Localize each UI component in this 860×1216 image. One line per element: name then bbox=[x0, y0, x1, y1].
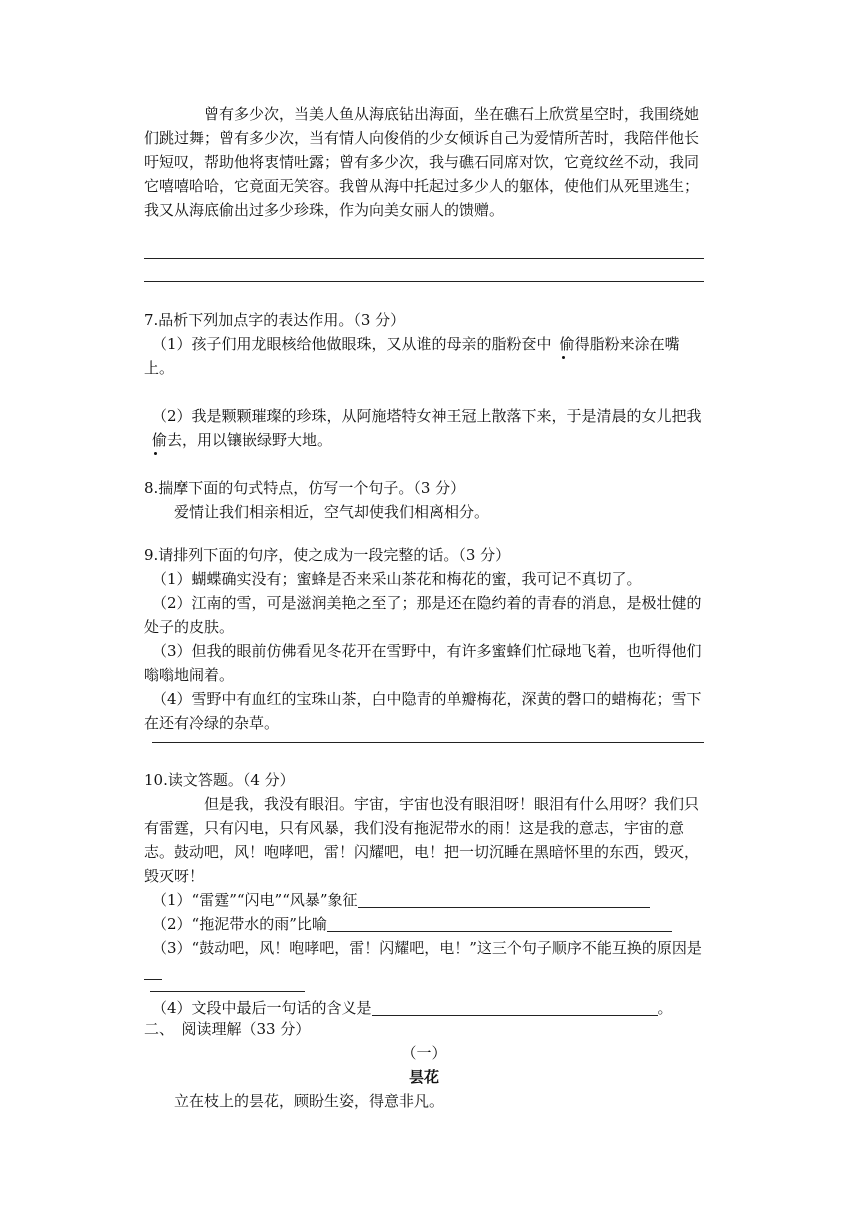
item-text: （2）我是颗颗璀璨的珍珠，从阿施塔特女神王冠上散落下来，于是清晨的女儿把我 bbox=[152, 407, 702, 425]
dotted-char: 偷 bbox=[552, 332, 575, 356]
question-7 bbox=[144, 308, 704, 452]
list-item: （4）雪野中有血红的宝珠山茶，白中隐青的单瓣梅花，深黄的磬口的蜡梅花；雪下在还有冷绿的杂草。 bbox=[144, 690, 702, 732]
article-title: 昙花 bbox=[408, 1068, 439, 1086]
answer-line bbox=[144, 281, 704, 282]
sub-text: （4）文段中最后一句话的含义是 bbox=[152, 999, 372, 1017]
question-9 bbox=[144, 543, 704, 735]
answer-line bbox=[152, 742, 704, 743]
example-sentence: 爱情让我们相亲相近，空气却使我们相离相分。 bbox=[174, 503, 490, 521]
question-item bbox=[144, 332, 704, 380]
sub-question-2 bbox=[144, 912, 704, 936]
sub-question-1 bbox=[144, 888, 704, 912]
passage-paragraph bbox=[144, 102, 704, 222]
sub-text: （2）“拖泥带水的雨”比喻 bbox=[152, 915, 327, 933]
sub-text: （3）“鼓动吧，风！咆哮吧，雷！闪耀吧，电！”这三个句子顺序不能互换的原因是 bbox=[152, 939, 702, 957]
question-10 bbox=[144, 768, 704, 984]
dotted-char: 偷 bbox=[144, 428, 167, 452]
sub-text: （1）“雷霆”“闪电”“风暴”象征 bbox=[152, 891, 358, 909]
section-2 bbox=[144, 1017, 704, 1113]
period: 。 bbox=[657, 999, 673, 1017]
item-text: （1）孩子们用龙眼核给他做眼珠，又从谁的母亲的脂粉奁中 bbox=[152, 335, 552, 353]
article-first-line: 立在枝上的昙花，顾盼生姿，得意非凡。 bbox=[174, 1092, 445, 1110]
question-title: 7.品析下列加点字的表达作用。（3 分） bbox=[144, 311, 406, 329]
answer-line bbox=[150, 991, 305, 992]
answer-blank[interactable] bbox=[327, 915, 672, 932]
question-item bbox=[144, 404, 704, 452]
list-item: （3）但我的眼前仿佛看见冬花开在雪野中，有许多蜜蜂们忙碌地飞着，也听得他们嗡嗡地闹着。 bbox=[144, 642, 702, 684]
question-title: 9.请排列下面的句序，使之成为一段完整的话。（3 分） bbox=[144, 546, 511, 564]
item-text: 得脂粉来涂在嘴上。 bbox=[144, 335, 680, 377]
sub-question-3 bbox=[144, 936, 704, 984]
list-item: （2）江南的雪，可是滋润美艳之至了；那是还在隐约着的青春的消息，是极壮健的处子的皮肤。 bbox=[144, 594, 702, 636]
list-item: （1）蝴蝶确实没有；蜜蜂是否来采山茶花和梅花的蜜，我可记不真切了。 bbox=[152, 570, 642, 588]
answer-line bbox=[144, 258, 704, 259]
answer-blank[interactable] bbox=[372, 999, 658, 1016]
question-8 bbox=[144, 476, 704, 524]
answer-blank[interactable] bbox=[144, 963, 162, 980]
question-title: 8.揣摩下面的句式特点，仿写一个句子。（3 分） bbox=[144, 479, 466, 497]
answer-blank[interactable] bbox=[358, 891, 650, 908]
item-text: 去，用以镶嵌绿野大地。 bbox=[167, 431, 333, 449]
question-title: 10.读文答题。（4 分） bbox=[144, 771, 295, 789]
q10-passage: 但是我，我没有眼泪。宇宙，宇宙也没有眼泪呀！眼泪有什么用呀？我们只有雷霆，只有闪电，只有风暴，我们没有拖泥带水的雨！这是我的意志，宇宙的意志。鼓动吧，风！咆哮吧，雷！闪耀吧，电！把一切沉睡在黑暗怀里的东西，毁灭，毁灭呀！ bbox=[144, 795, 700, 885]
section-title: 二、 阅读理解（33 分） bbox=[144, 1020, 311, 1038]
part-label: （一） bbox=[401, 1044, 447, 1062]
passage-text: 曾有多少次，当美人鱼从海底钻出海面，坐在礁石上欣赏星空时，我围绕她们跳过舞；曾有多少次，当有情人向俊俏的少女倾诉自己为爱情所苦时，我陪伴他长吁短叹，帮助他将衷情吐露；曾有多少次，我与礁石同席对饮，它竟纹丝不动，我同它嘻嘻哈哈，它竟面无笑容。我曾从海中托起过多少人的躯体，使他们从死里逃生；我又从海底偷出过多少珍珠，作为向美女丽人的馈赠。 bbox=[144, 105, 700, 219]
